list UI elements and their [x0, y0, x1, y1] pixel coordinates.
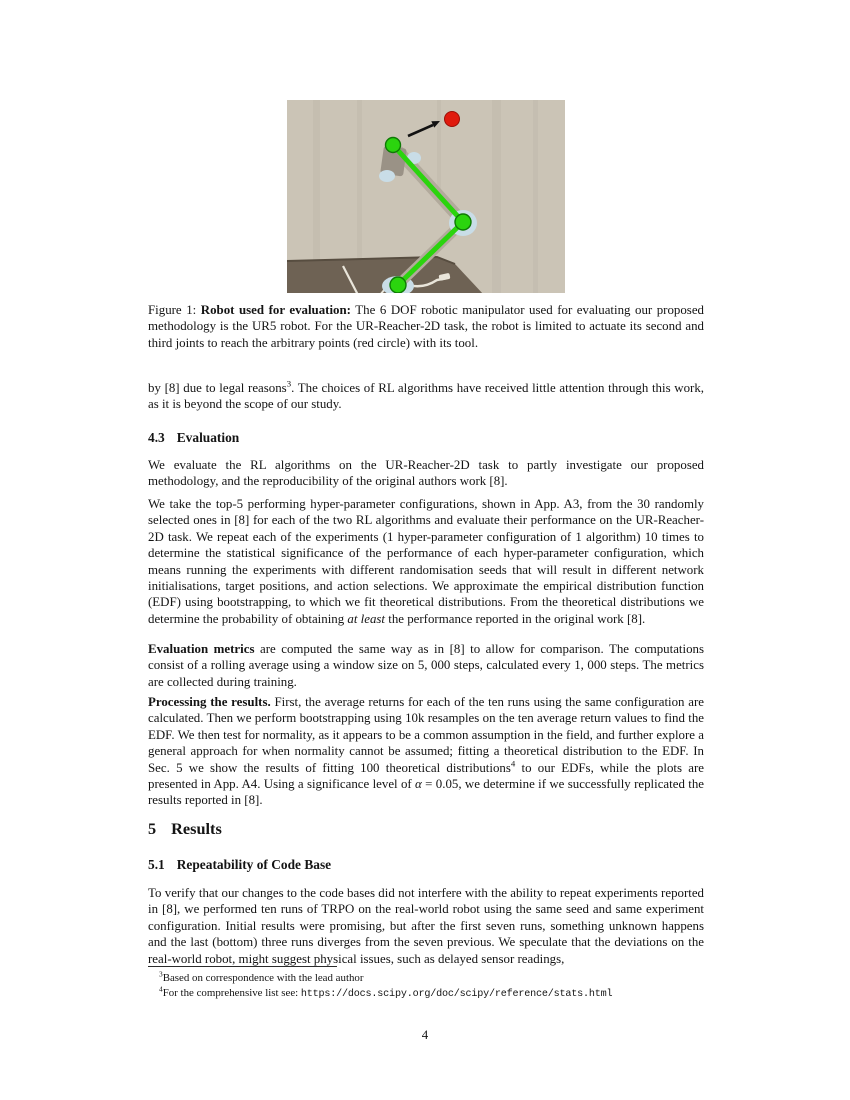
target-red-circle [445, 112, 460, 127]
section-heading-5-1 [148, 857, 704, 873]
joint-marker-elbow [455, 214, 471, 230]
section-title: Results [171, 819, 222, 838]
section-number: 5 [148, 819, 157, 838]
figure-1-caption: Figure 1: Robot used for evaluation: The 6 DOF robotic manipulator used for evaluating our proposed methodology is the UR5 robot. For the UR-Reacher-2D task, the robot is limited to actuate its second and third joints to reach the arbitrary points (red circle) with its tool. [148, 303, 704, 350]
page-number: 4 [421, 1028, 429, 1042]
figure-1-robot-photo [287, 100, 565, 293]
section-title: Evaluation [176, 430, 240, 445]
section-heading-4-3 [148, 430, 704, 446]
paragraph-processing-results: Processing the results. First, the average returns for each of the ten runs using the same configuration are calculated. Then we perform bootstrapping using 10k resamples on the ten average return values to find the EDF. We then test for normality, as it appears to be a common assumption in the field, and further explore a general approach for when normality cannot be assumed; fitting a theoretical distribution to the EDF. In Sec. 5 we show the results of fitting 100 theoretical distributions$^4$ to our EDFs, while the plots are presented in App. A4. Using a significance level of α = 0.05, we determine if we successfully replicated the results reported in [8]. [148, 695, 704, 808]
joint-marker-base [390, 277, 406, 293]
footnote-rule [148, 966, 337, 967]
section-number: 5.1 [148, 857, 165, 872]
paragraph-evaluate: We evaluate the RL algorithms on the UR-Reacher-2D task to partly investigate our proposed methodology, and the reproducibility of the original authors work [8]. [148, 458, 704, 489]
robot-wrist-cap [379, 170, 395, 182]
robot-photo-canvas [287, 100, 565, 293]
paragraph-top5-configs: We take the top-5 performing hyper-parameter configurations, shown in App. A3, from the 30 randomly selected ones in [8] for each of the two RL algorithms and evaluate their performance on the UR-Reacher-2D task. We repeat each of the experiments (1 hyper-parameter configuration of 1 algorithm) 10 times to determine the statistical significance of the performance of each hyper-parameter configuration, which means running the experiments with different randomisation seeds that will result in different network initialisations, target positions, and action selections. We approximate the empirical distribution function (EDF) using bootstrapping, to which we fit theoretical distributions. From the theoretical distributions we determine the probability of obtaining at least the performance reported in the original work [8]. [148, 497, 704, 626]
paragraph-legal-reasons: by [8] due to legal reasons$^3$. The choices of RL algorithms have received little attention through this work, as it is beyond the scope of our study. [148, 378, 704, 412]
joint-marker-tool [386, 138, 401, 153]
footnote-url-link[interactable]: https://docs.scipy.org/doc/scipy/reference/stats.html [300, 989, 613, 1000]
paragraph-verify-repeatability: To verify that our changes to the code bases did not interfere with the ability to repeat experiments reported in [8], we performed ten runs of TRPO on the real-world robot using the same seed and same experiment configuration. Initial results were promising, but after the first seven runs, something unknown happens and the last (bottom) three runs diverges from the seven previous. We speculate that the deviations on the real-world robot, might suggest physical issues, such as delayed sensor readings, [148, 886, 704, 966]
section-title: Repeatability of Code Base [176, 857, 332, 872]
footnote-4: $^4$For the comprehensive list see: https://docs.scipy.org/doc/scipy/reference/stats.html [159, 984, 613, 1000]
paragraph-evaluation-metrics: Evaluation metrics are computed the same way as in [8] to allow for comparison. The computations consist of a rolling average using a window size on 5, 000 steps, calculated every 1, 000 steps. The metrics are collected during training. [148, 642, 704, 689]
footnote-3: $^3$Based on correspondence with the lead author [159, 969, 364, 984]
section-heading-5 [148, 821, 704, 837]
section-number: 4.3 [148, 430, 165, 445]
